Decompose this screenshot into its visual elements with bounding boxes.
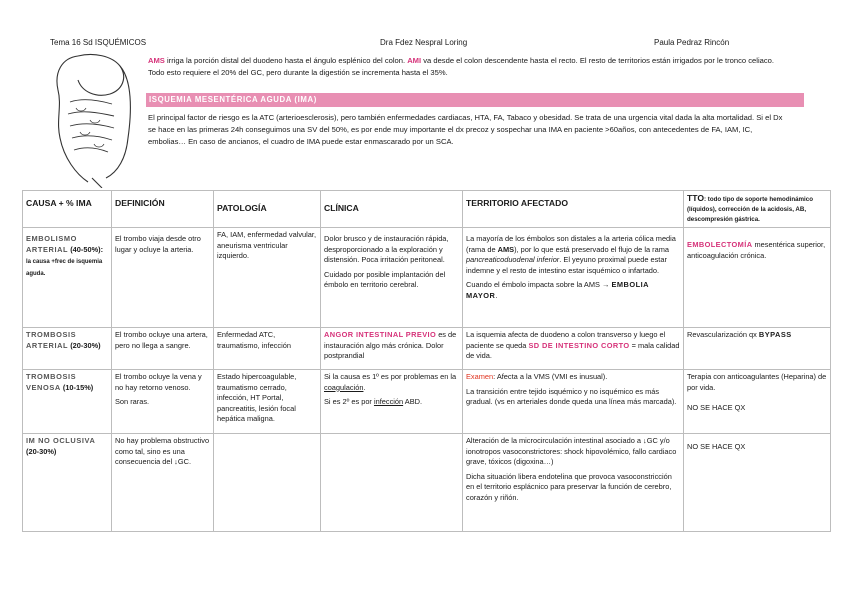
row-label: TROMBOSIS ARTERIAL — [26, 330, 77, 350]
section-title-band: ISQUEMIA MESENTÉRICA AGUDA (IMA) — [146, 93, 804, 107]
cell-causa — [23, 370, 112, 434]
tto-highlight: BYPASS — [758, 330, 792, 339]
clinica-paragraph: Si la causa es 1º es por problemas en la coagulación. — [324, 372, 457, 392]
territorio-paragraph: Alteración de la microcirculación intestinal asociado a ↓GC y/o ionotropos vasoconstrictores: shock hipovolémico, fallo cardiaco grave, tóxicos (digoxina…) — [466, 436, 677, 466]
cell-patologia: Estado hipercoagulable, traumatismo cerrado, infección, HT Portal, pancreatitis, lesión focal hepática maligna. — [214, 370, 321, 434]
cell-clinica — [321, 370, 463, 434]
row-note: la causa +frec de isquemia aguda. — [26, 259, 103, 277]
territorio-paragraph: Cuando el émbolo impacta sobre la AMS → EMBOLIA MAYOR. — [466, 280, 649, 300]
intro-paragraph — [148, 55, 778, 79]
ami-description: va desde el colon descendente hasta el recto. El resto de territorios están irrigados por le tronco celiaco. Todo esto requiere el 20% del GC, pero durante la digestión se incrementa hasta el 35%. — [148, 56, 775, 77]
col-header-tto — [684, 191, 831, 228]
territorio-paragraph: La transición entre tejido isquémico y no isquémico es más gradual. (vs en arteriales donde queda una línea más marcada). — [466, 386, 677, 406]
col-header-causa: CAUSA + % IMA — [23, 191, 112, 228]
territorio-highlight: SD DE INTESTINO CORTO — [528, 340, 630, 350]
table-row — [23, 370, 831, 434]
header-center: Dra Fdez Nespral Loring — [380, 38, 468, 47]
cell-tto: NO SE HACE QX — [684, 434, 831, 532]
cell-causa — [23, 228, 112, 328]
row-percentage: (20-30%) — [68, 340, 101, 350]
cell-causa — [23, 434, 112, 532]
tto-label: TTO — [687, 193, 705, 203]
header-right: Paula Pedraz Rincón — [654, 38, 730, 47]
tto-description: : todo tipo de soporte hemodinámico (líquidos), corrección de la acidosis, AB, descompresión gástrica. — [687, 196, 813, 223]
cell-territorio — [463, 370, 684, 434]
col-header-patologia: PATOLOGÍA — [214, 191, 321, 228]
row-percentage: (20-30%) — [26, 446, 57, 456]
section-body: El principal factor de riesgo es la ATC (arterioesclerosis), pero también enfermedades cardiacas, HTA, FA, Tabaco y obesidad. Se trata de una urgencia vital dada la alta mortalidad. Si el Dx se hace en las primeras 24h conseguimos una SV del 50%, es por ende muy importante el dx precoz y sospechar una IMA en paciente >60años, con antecedentes de FA, IAM, IC, embolias… En caso de ancianos, el cuadro de IMA puede estar enmascarado por un SCA. — [148, 113, 783, 146]
cell-clinica: ANGOR INTESTINAL PREVIO es de instauración algo más crónica. Dolor postprandial — [321, 328, 463, 370]
cell-definicion: El trombo viaja desde otro lugar y ocluye la arteria. — [112, 228, 214, 328]
header-left: Tema 16 Sd ISQUÉMICOS — [50, 38, 147, 47]
territorio-paragraph: La mayoría de los émbolos son distales a la arteria cólica media (rama de AMS), por lo que está preservado el flujo de la rama pancreaticoduodenal inferior. El yeyuno proximal puede estar indemne y el resto de intestino estar isquémico o infartado. — [466, 234, 676, 275]
cell-tto: Revascularización qx BYPASS — [684, 328, 831, 370]
territorio-paragraph: Examen: Afecta a la VMS (VMI es inusual). — [466, 372, 608, 381]
table-row — [23, 328, 831, 370]
exam-label: Examen — [466, 372, 494, 381]
ischemia-table — [22, 190, 831, 532]
clinica-paragraph: Cuidado por posible implantación del émbolo en territorio cerebral. — [324, 269, 446, 289]
cell-definicion: El trombo ocluye la vena y no hay retorno venoso. Son raras. — [112, 370, 214, 434]
row-label: TROMBOSIS VENOSA — [26, 372, 77, 392]
cell-territorio — [463, 434, 684, 532]
cell-tto: Terapia con anticoagulantes (Heparina) de por vida. NO SE HACE QX — [684, 370, 831, 434]
cell-tto: EMBOLECTOMÍA mesentérica superior, anticoagulación crónica. — [684, 228, 831, 328]
clinica-paragraph: Si es 2º es por infección ABD. — [324, 397, 423, 406]
table-header-row — [23, 191, 831, 228]
ami-term: AMI — [407, 56, 422, 65]
cell-causa — [23, 328, 112, 370]
clinica-paragraph: Dolor brusco y de instauración rápida, desproporcionado a la exploración y distensión. Poca irritación peritoneal. — [324, 234, 449, 264]
row-percentage: (40-50%): — [68, 244, 104, 254]
cell-clinica — [321, 434, 463, 532]
col-header-territorio: TERRITORIO AFECTADO — [463, 191, 684, 228]
cell-territorio: La isquemia afecta de duodeno a colon transverso y luego el paciente se queda SD DE INTESTINO CORTO = mala calidad de vida. — [463, 328, 684, 370]
col-header-clinica: CLÍNICA — [321, 191, 463, 228]
clinica-highlight: ANGOR INTESTINAL PREVIO — [324, 330, 437, 339]
cell-patologia: Enfermedad ATC, traumatismo, infección — [214, 328, 321, 370]
cell-territorio — [463, 228, 684, 328]
row-percentage: (10-15%) — [60, 382, 94, 392]
ams-term: AMS — [148, 56, 165, 65]
cell-patologia: FA, IAM, enfermedad valvular, aneurisma ventricular izquierdo. — [214, 228, 321, 328]
table-row — [23, 228, 831, 328]
col-header-definicion: DEFINICIÓN — [112, 191, 214, 228]
cell-patologia — [214, 434, 321, 532]
tto-highlight: EMBOLECTOMÍA — [687, 240, 753, 249]
intestine-illustration-icon — [48, 50, 138, 188]
table-row — [23, 434, 831, 532]
territorio-paragraph: Dicha situación libera endotelina que provoca vasoconstricción en el territorio esplácnico para preservar la función de cerebro, corazón y riñón. — [466, 471, 672, 502]
ams-description: irriga la porción distal del duodeno hasta el ángulo esplénico del colon. — [164, 56, 408, 65]
cell-definicion: No hay problema obstructivo como tal, sino es una consecuencia del ↓GC. — [112, 434, 214, 532]
row-label: EMBOLISMO ARTERIAL — [26, 234, 77, 254]
row-label: IM NO OCLUSIVA — [26, 436, 96, 445]
cell-definicion: El trombo ocluye una artera, pero no llega a sangre. — [112, 328, 214, 370]
cell-clinica — [321, 228, 463, 328]
